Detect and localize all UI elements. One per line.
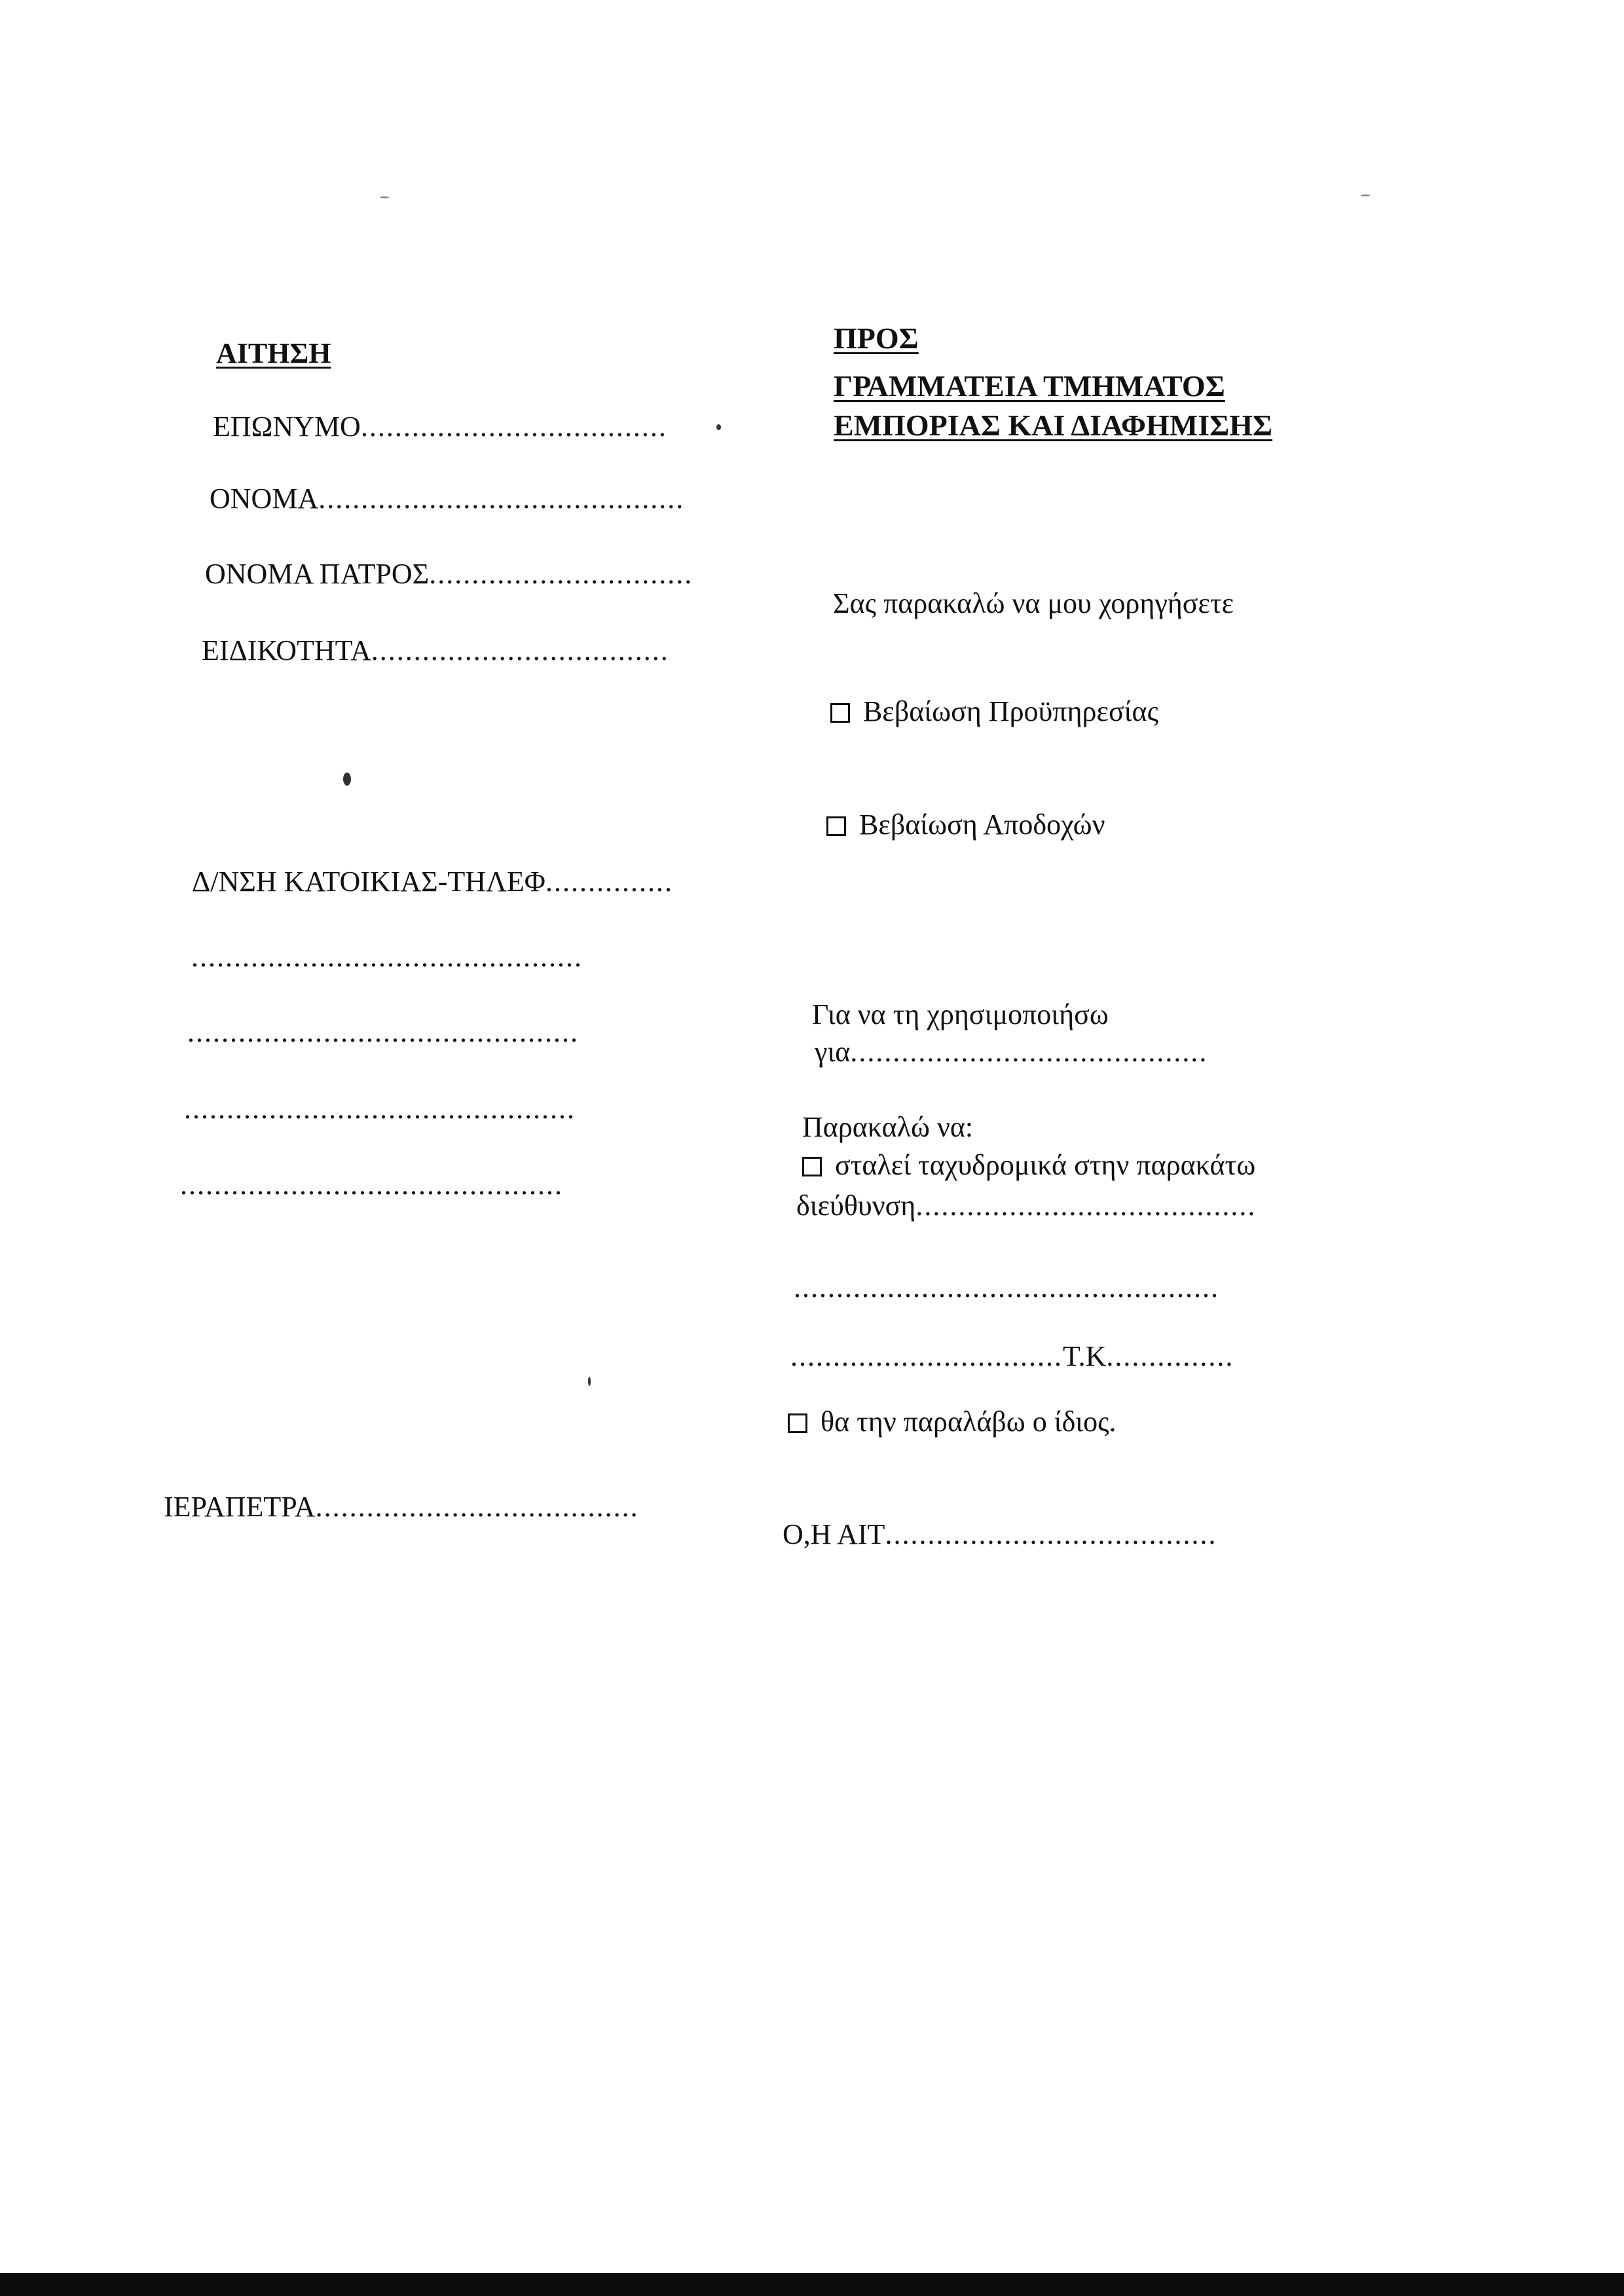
surname-dots: .................................... bbox=[360, 410, 667, 443]
address-label: Δ/ΝΣΗ ΚΑΤΟΙΚΙΑΣ-ΤΗΛΕΦ bbox=[192, 866, 545, 898]
option-collect-in-person[interactable] bbox=[788, 1408, 1116, 1436]
scan-speck bbox=[588, 1377, 591, 1386]
usage-label: για bbox=[815, 1036, 851, 1068]
scan-speck bbox=[716, 424, 721, 430]
father-name-label: ΟΝΟΜΑ ΠΑΤΡΟΣ bbox=[205, 558, 430, 590]
checkbox-send-by-mail[interactable] bbox=[802, 1157, 822, 1176]
specialty-dots: ................................... bbox=[371, 634, 669, 666]
option-earnings-certificate[interactable] bbox=[826, 811, 1105, 839]
form-title: ΑΙΤΗΣΗ bbox=[216, 337, 331, 369]
recipient-line-2: ΕΜΠΟΡΙΑΣ ΚΑΙ ΔΙΑΦΗΜΙΣΗΣ bbox=[834, 409, 1273, 442]
delivery-line-3-dots: ................................ bbox=[790, 1340, 1063, 1372]
option-service-label: Βεβαίωση Προϋπηρεσίας bbox=[863, 695, 1158, 727]
checkbox-collect-in-person[interactable] bbox=[788, 1413, 807, 1433]
name-label: ΟΝΟΜΑ bbox=[210, 483, 319, 515]
name-field[interactable] bbox=[210, 484, 684, 513]
applicant-signature-field[interactable] bbox=[783, 1520, 1217, 1549]
address-line-2[interactable]: .............................................. bbox=[191, 941, 583, 973]
option-mail-label: σταλεί ταχυδρομικά στην παρακάτω bbox=[835, 1149, 1256, 1181]
applicant-label: Ο,Η ΑΙΤ bbox=[783, 1518, 885, 1550]
delivery-address-line-2[interactable]: .................................................. bbox=[794, 1271, 1219, 1303]
delivery-address-dots: ........................................ bbox=[915, 1190, 1257, 1222]
request-intro: Σας παρακαλώ να μου χορηγήσετε bbox=[833, 587, 1234, 619]
applicant-dots: ....................................... bbox=[885, 1518, 1217, 1550]
place-dots: ...................................... bbox=[315, 1491, 639, 1523]
scan-speck bbox=[1361, 194, 1370, 196]
surname-field[interactable] bbox=[213, 412, 667, 441]
usage-field[interactable] bbox=[815, 1038, 1208, 1066]
specialty-field[interactable] bbox=[202, 636, 669, 665]
name-dots: ........................................... bbox=[318, 483, 685, 515]
checkbox-service-certificate[interactable] bbox=[830, 703, 850, 723]
checkbox-earnings-certificate[interactable] bbox=[826, 816, 846, 836]
address-dots: ............... bbox=[545, 866, 673, 898]
address-line-5[interactable]: ............................................. bbox=[180, 1169, 563, 1201]
delivery-intro: Παρακαλώ να: bbox=[802, 1111, 974, 1143]
recipient-line-1: ΓΡΑΜΜΑΤΕΙΑ ΤΜΗΜΑΤΟΣ bbox=[834, 369, 1225, 403]
option-service-certificate[interactable] bbox=[830, 697, 1158, 726]
scan-bottom-edge bbox=[0, 2273, 1624, 2296]
usage-line-1: Για να τη χρησιμοποιήσω bbox=[812, 998, 1109, 1030]
address-line-3[interactable]: .............................................. bbox=[187, 1016, 579, 1048]
address-field[interactable] bbox=[192, 867, 673, 896]
option-send-by-mail[interactable] bbox=[802, 1151, 1255, 1180]
scan-speck bbox=[343, 773, 351, 786]
address-line-4[interactable]: .............................................. bbox=[184, 1093, 576, 1125]
postcode-label: Τ.Κ bbox=[1063, 1340, 1107, 1372]
option-self-label: θα την παραλάβω ο ίδιος. bbox=[821, 1406, 1116, 1438]
postcode-dots: ............... bbox=[1106, 1340, 1234, 1372]
specialty-label: ΕΙΔΙΚΟΤΗΤΑ bbox=[202, 634, 371, 666]
delivery-address-line-3[interactable] bbox=[790, 1342, 1234, 1371]
usage-dots: .......................................... bbox=[850, 1036, 1208, 1068]
option-earnings-label: Βεβαίωση Αποδοχών bbox=[859, 809, 1105, 841]
father-name-dots: ............................... bbox=[429, 558, 693, 590]
father-name-field[interactable] bbox=[205, 560, 693, 589]
delivery-address-field[interactable] bbox=[796, 1192, 1256, 1220]
recipient-to-label: ΠΡΟΣ bbox=[834, 321, 919, 355]
place-date-field[interactable] bbox=[164, 1493, 639, 1522]
surname-label: ΕΠΩΝΥΜΟ bbox=[213, 410, 361, 443]
scan-speck bbox=[380, 196, 389, 198]
place-label: ΙΕΡΑΠΕΤΡΑ bbox=[164, 1491, 316, 1523]
delivery-address-label: διεύθυνση bbox=[796, 1190, 916, 1222]
